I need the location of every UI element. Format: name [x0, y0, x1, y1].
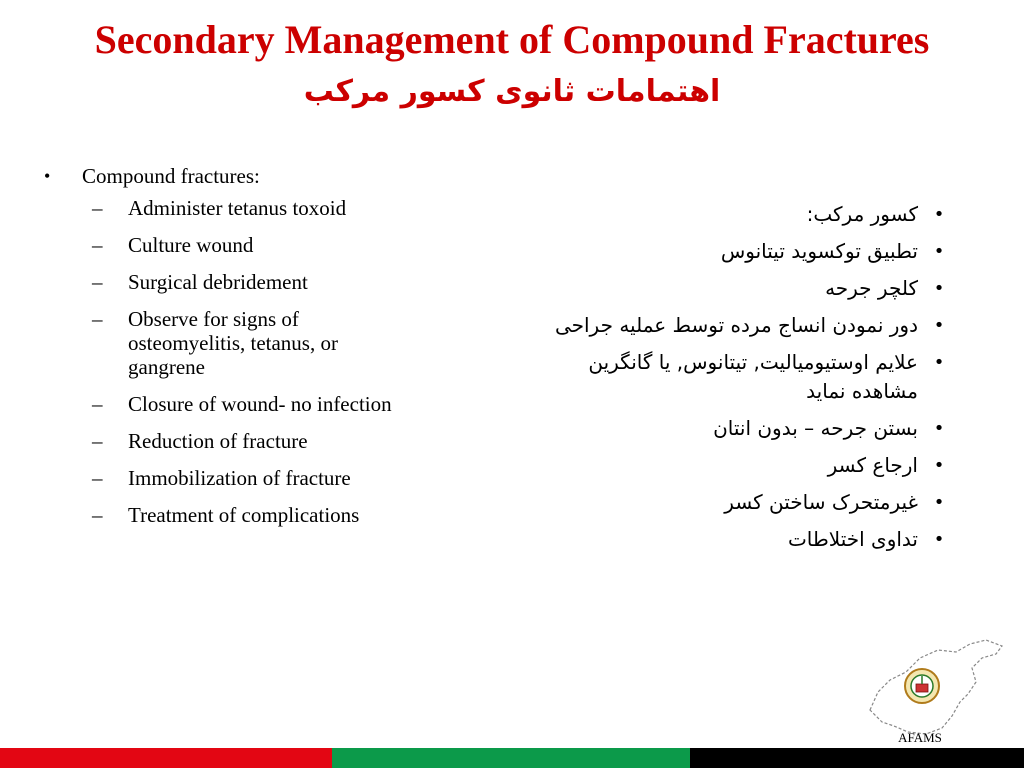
list-item: • ارجاع کسر: [520, 451, 960, 480]
dash-icon: –: [92, 429, 103, 453]
bullet-icon: •: [933, 241, 945, 262]
dash-icon: –: [92, 503, 103, 527]
english-heading: Compound fractures:: [82, 164, 260, 188]
bullet-icon: •: [44, 166, 51, 186]
list-item: – Administer tetanus toxoid: [92, 196, 347, 220]
bullet-icon: •: [933, 455, 945, 476]
list-item: – Closure of wound- no infection: [92, 392, 392, 416]
list-item: – Culture wound: [92, 233, 254, 257]
list-item: – Reduction of fracture: [92, 429, 308, 453]
org-label: AFAMS: [898, 730, 942, 745]
bullet-icon: •: [933, 352, 945, 373]
slide-title-persian: اهتمامات ثانوی کسور مرکب: [303, 74, 721, 109]
dash-icon: –: [92, 392, 103, 416]
list-item: • بستن جرحه – بدون انتان: [520, 414, 960, 443]
bullet-icon: •: [933, 278, 945, 299]
english-heading-item: [44, 162, 484, 190]
persian-list: [520, 200, 960, 562]
list-item: – Observe for signs of osteomyelitis, tetanus, or gangrene: [92, 307, 338, 379]
list-item: • تداوی اختلاطات: [520, 525, 960, 554]
flag-bar: [0, 748, 1024, 768]
flag-segment-green: [332, 748, 690, 768]
dash-icon: –: [92, 233, 103, 257]
bullet-icon: •: [933, 315, 945, 336]
dash-icon: –: [92, 196, 103, 220]
flag-segment-black: [690, 748, 1024, 768]
list-item: • کلچر جرحه: [520, 274, 960, 303]
afghanistan-map-logo: [860, 632, 1010, 742]
slide-title: Secondary Management of Compound Fractures: [94, 17, 930, 62]
bullet-icon: •: [933, 529, 945, 550]
dash-icon: –: [92, 270, 103, 294]
dash-icon: –: [92, 307, 103, 331]
bullet-icon: •: [933, 204, 945, 225]
list-item: – Treatment of complications: [92, 503, 360, 527]
bullet-icon: •: [933, 492, 945, 513]
english-sub-list: [92, 196, 484, 527]
english-list: [44, 162, 484, 540]
dash-icon: –: [92, 466, 103, 490]
list-item: – Immobilization of fracture: [92, 466, 351, 490]
list-item: • کسور مرکب:: [520, 200, 960, 229]
list-item: • تطبیق توکسوید تیتانوس: [520, 237, 960, 266]
list-item: – Surgical debridement: [92, 270, 308, 294]
list-item: • غیرمتحرک ساختن کسر: [520, 488, 960, 517]
bullet-icon: •: [933, 418, 945, 439]
list-item: • علایم اوستیومیالیت, تیتانوس, یا گانگرین مشاهده نماید: [520, 348, 960, 406]
flag-segment-red: [0, 748, 332, 768]
list-item: • دور نمودن انساج مرده توسط عملیه جراحی: [520, 311, 960, 340]
